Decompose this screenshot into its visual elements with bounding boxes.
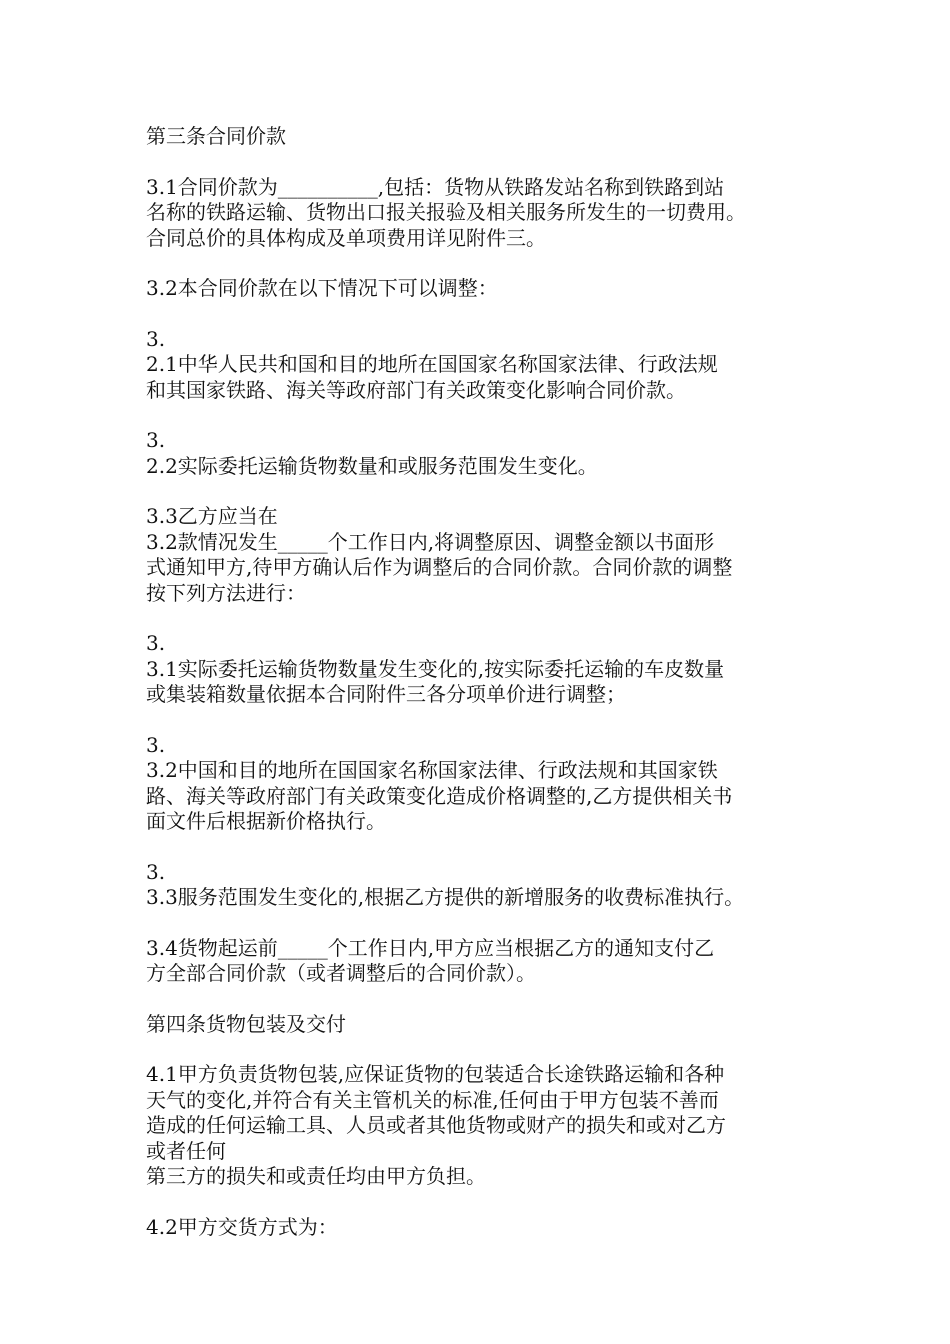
- text-line: 第三条合同价款: [146, 124, 286, 148]
- text-line: 3.2款情况发生_____个工作日内,将调整原因、调整金额以书面形: [146, 529, 715, 554]
- paragraph: [146, 327, 826, 404]
- text-line: 名称的铁路运输、货物出口报关报验及相关服务所发生的一切费用。: [146, 200, 746, 224]
- text-line: 3.2本合同价款在以下情况下可以调整：: [146, 276, 498, 300]
- text-line: 3.: [146, 326, 166, 351]
- text-line: 式通知甲方,待甲方确认后作为调整后的合同价款。合同价款的调整: [146, 555, 733, 579]
- paragraph: [146, 631, 826, 708]
- text-line: 3.1合同价款为__________,包括：货物从铁路发站名称到铁路到站: [146, 174, 725, 199]
- paragraph: [146, 936, 826, 987]
- text-line: 3.: [146, 631, 166, 655]
- text-line: 4.2甲方交货方式为：: [146, 1214, 338, 1239]
- text-line: 面文件后根据新价格执行。: [146, 809, 386, 833]
- document-body: [146, 124, 826, 1265]
- paragraph: [146, 428, 826, 479]
- text-line: 和其国家铁路、海关等政府部门有关政策变化影响合同价款。: [146, 377, 686, 402]
- text-line: 4.1甲方负责货物包装,应保证货物的包装适合长途铁路运输和各种: [146, 1062, 725, 1086]
- paragraph: [146, 124, 826, 150]
- paragraph: [146, 733, 826, 835]
- text-line: 3.4货物起运前_____个工作日内,甲方应当根据乙方的通知支付乙: [146, 935, 715, 960]
- text-line: 方全部合同价款（或者调整后的合同价款）。: [146, 961, 536, 985]
- text-line: 造成的任何运输工具、人员或者其他货物或财产的损失和或对乙方: [146, 1113, 726, 1137]
- paragraph: [146, 1215, 826, 1241]
- text-line: 天气的变化,并符合有关主管机关的标准,任何由于甲方包装不善而: [146, 1087, 719, 1112]
- text-line: 3.: [146, 732, 166, 757]
- text-line: 2.2实际委托运输货物数量和或服务范围发生变化。: [146, 453, 598, 478]
- text-line: 3.1实际委托运输货物数量发生变化的,按实际委托运输的车皮数量: [146, 656, 725, 681]
- text-line: 按下列方法进行：: [146, 580, 306, 605]
- text-line: 第四条货物包装及交付: [146, 1011, 346, 1036]
- paragraph: [146, 276, 826, 302]
- text-line: 第三方的损失和或责任均由甲方负担。: [146, 1164, 486, 1188]
- text-line: 或集装箱数量依据本合同附件三各分项单价进行调整；: [146, 682, 626, 706]
- paragraph: [146, 504, 826, 606]
- text-line: 3.: [146, 859, 166, 884]
- text-line: 3.2中国和目的地所在国国家名称国家法律、行政法规和其国家铁: [146, 758, 718, 782]
- text-line: 3.: [146, 428, 166, 452]
- paragraph: [146, 1012, 826, 1038]
- paragraph: [146, 1062, 826, 1190]
- text-line: 路、海关等政府部门有关政策变化造成价格调整的,乙方提供相关书: [146, 783, 733, 808]
- paragraph: [146, 860, 826, 911]
- text-line: 合同总价的具体构成及单项费用详见附件三。: [146, 225, 546, 250]
- paragraph: [146, 175, 826, 252]
- text-line: 3.3服务范围发生变化的,根据乙方提供的新增服务的收费标准执行。: [146, 885, 745, 909]
- text-line: 或者任何: [146, 1138, 226, 1163]
- text-line: 2.1中华人民共和国和目的地所在国国家名称国家法律、行政法规: [146, 352, 718, 376]
- text-line: 3.3乙方应当在: [146, 504, 278, 528]
